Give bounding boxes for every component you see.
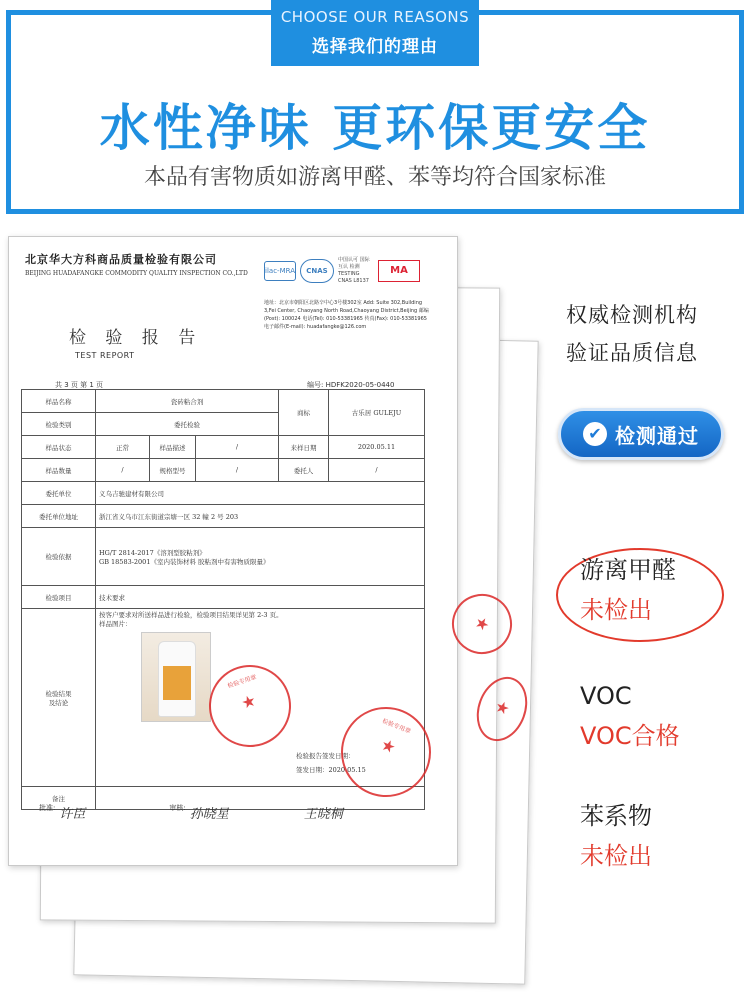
result-text: 按客户要求对所送样品进行检验，检验项目结果详见第 2-3 页。 <box>99 611 283 619</box>
table-cell: 2020.05.11 <box>329 436 425 459</box>
result-label-1: 检验结果 <box>45 689 72 698</box>
org-name-cn: 北京华大方科商品质量检验有限公司 <box>25 253 217 266</box>
report-sheet-main <box>8 236 458 866</box>
stamp-star-icon: ★ <box>378 734 399 758</box>
result-label-2: 及结论 <box>48 698 69 707</box>
signature-row <box>39 803 429 822</box>
table-cell: 古乐居 GULEJU <box>329 390 425 436</box>
stamp-text: 检验专用章 <box>381 717 412 736</box>
ilac-logo-icon: ilac-MRA <box>264 261 296 281</box>
stamp-star-icon: ★ <box>238 690 259 713</box>
cma-logo-icon: MA <box>378 260 420 282</box>
report-title-cn: 检 验 报 告 <box>69 328 203 348</box>
table-cell <box>22 609 96 787</box>
table-cell: 规格型号 <box>150 459 196 482</box>
check-item-result: 未检出 <box>580 842 652 870</box>
choose-reasons-en: CHOOSE OUR REASONS <box>280 8 470 26</box>
check-item-name: 游离甲醛 <box>580 556 676 584</box>
table-cell: 技术要求 <box>96 586 425 609</box>
choose-reasons-cn: 选择我们的理由 <box>312 37 438 57</box>
stamp-star-icon: ★ <box>471 611 494 636</box>
table-cell <box>96 528 425 586</box>
table-row <box>22 505 425 528</box>
test-passed-badge <box>558 408 724 460</box>
table-row <box>22 482 425 505</box>
approve-signature: 许臣 <box>59 807 86 822</box>
table-cell: 备注 <box>22 787 96 810</box>
table-cell: 委托检验 <box>96 413 279 436</box>
report-title-en: TEST REPORT <box>75 351 135 360</box>
check-item-benzene <box>580 796 652 876</box>
check-icon: ✔ <box>583 422 607 446</box>
table-cell: 商标 <box>279 390 329 436</box>
table-cell: 委托单位 <box>22 482 96 505</box>
table-cell: 委托单位地址 <box>22 505 96 528</box>
issue-date: 签发日期：2020.05.15 <box>296 766 366 774</box>
table-cell: 浙江省义乌市江东街道宗塘一区 32 幢 2 号 203 <box>96 505 425 528</box>
approve-label: 批准: <box>39 804 56 812</box>
cnas-lab-text: 中国认可 国际互认 检测 TESTING CNAS L8137 <box>338 257 370 284</box>
table-cell: 来样日期 <box>279 436 329 459</box>
table-cell: 瓷砖粘合剂 <box>96 390 279 413</box>
table-cell: 正常 <box>96 436 150 459</box>
headline: 水性净味 更环保更安全 <box>99 99 651 157</box>
authority-line-2: 验证品质信息 <box>566 341 698 365</box>
review-signature: 孙晓星 <box>189 807 229 822</box>
review-label: 审核: <box>169 804 186 812</box>
table-row <box>22 459 425 482</box>
table-cell: / <box>329 459 425 482</box>
basis-line-2: GB 18583-2001《室内装饰材料 胶粘剂中有害物质限量》 <box>99 557 270 566</box>
bottle-label-icon <box>163 666 191 700</box>
choose-reasons-badge <box>271 0 479 66</box>
bottle-icon <box>158 641 196 717</box>
table-cell: 检验类别 <box>22 413 96 436</box>
table-cell: / <box>196 436 279 459</box>
check-item-voc <box>580 676 680 756</box>
cnas-logo-icon: CNAS <box>300 259 334 283</box>
report-serial: 编号: HDFK2020-05-0440 <box>307 381 395 389</box>
test-passed-label: 检测通过 <box>615 423 699 448</box>
table-cell: 样品名称 <box>22 390 96 413</box>
photo-label: 样品图片： <box>99 620 132 628</box>
table-cell: / <box>96 459 150 482</box>
stamp-text: 检验专用章 <box>226 673 258 690</box>
check-item-result: 未检出 <box>580 596 652 624</box>
check-item-name: 苯系物 <box>580 802 652 830</box>
subline: 本品有害物质如游离甲醛、苯等均符合国家标准 <box>143 165 606 190</box>
table-row <box>22 390 425 413</box>
org-address: 地址：北京市朝阳区北路辛中心3号楼302室 Add: Suite 302,Building 3,Fei Center, Chaoyang North Road,Chaoyang District,Beijing 邮编(Post): 100024 电话(Tel): 010-53381965 传真(Fax): 010-53381965 电子邮件(E-mail): huadafangke@126.com <box>264 300 429 330</box>
table-cell: 检验依据 <box>22 528 96 586</box>
sample-photo <box>141 632 211 722</box>
stamp-star-icon: ★ <box>492 696 513 719</box>
check-item-name: VOC <box>580 682 632 710</box>
main-signature: 王晓桐 <box>303 807 343 822</box>
header-border-left <box>6 10 282 15</box>
table-row <box>22 586 425 609</box>
cert-logos <box>264 257 420 285</box>
authority-line-1: 权威检测机构 <box>566 303 698 327</box>
check-item-formaldehyde <box>580 550 676 630</box>
header-border-right <box>468 10 744 15</box>
table-cell: 样品描述 <box>150 436 196 459</box>
table-row <box>22 436 425 459</box>
table-cell: 样品状态 <box>22 436 96 459</box>
page-info: 共 3 页 第 1 页 <box>55 381 104 389</box>
table-cell: 样品数量 <box>22 459 96 482</box>
table-cell: 义乌吉驰建材有限公司 <box>96 482 425 505</box>
basis-line-1: HG/T 2814-2017《溶剂型胶粘剂》 <box>99 548 206 557</box>
org-name-en: BEIJING HUADAFANGKE COMMODITY QUALITY INSPECTION CO.,LTD <box>25 270 248 277</box>
authority-text <box>566 296 698 372</box>
issue-date-label: 检验报告签发日期： <box>296 752 355 760</box>
table-cell: / <box>196 459 279 482</box>
table-cell: 委托人 <box>279 459 329 482</box>
check-item-result: VOC合格 <box>580 722 680 750</box>
table-row <box>22 528 425 586</box>
table-cell: 检验项目 <box>22 586 96 609</box>
